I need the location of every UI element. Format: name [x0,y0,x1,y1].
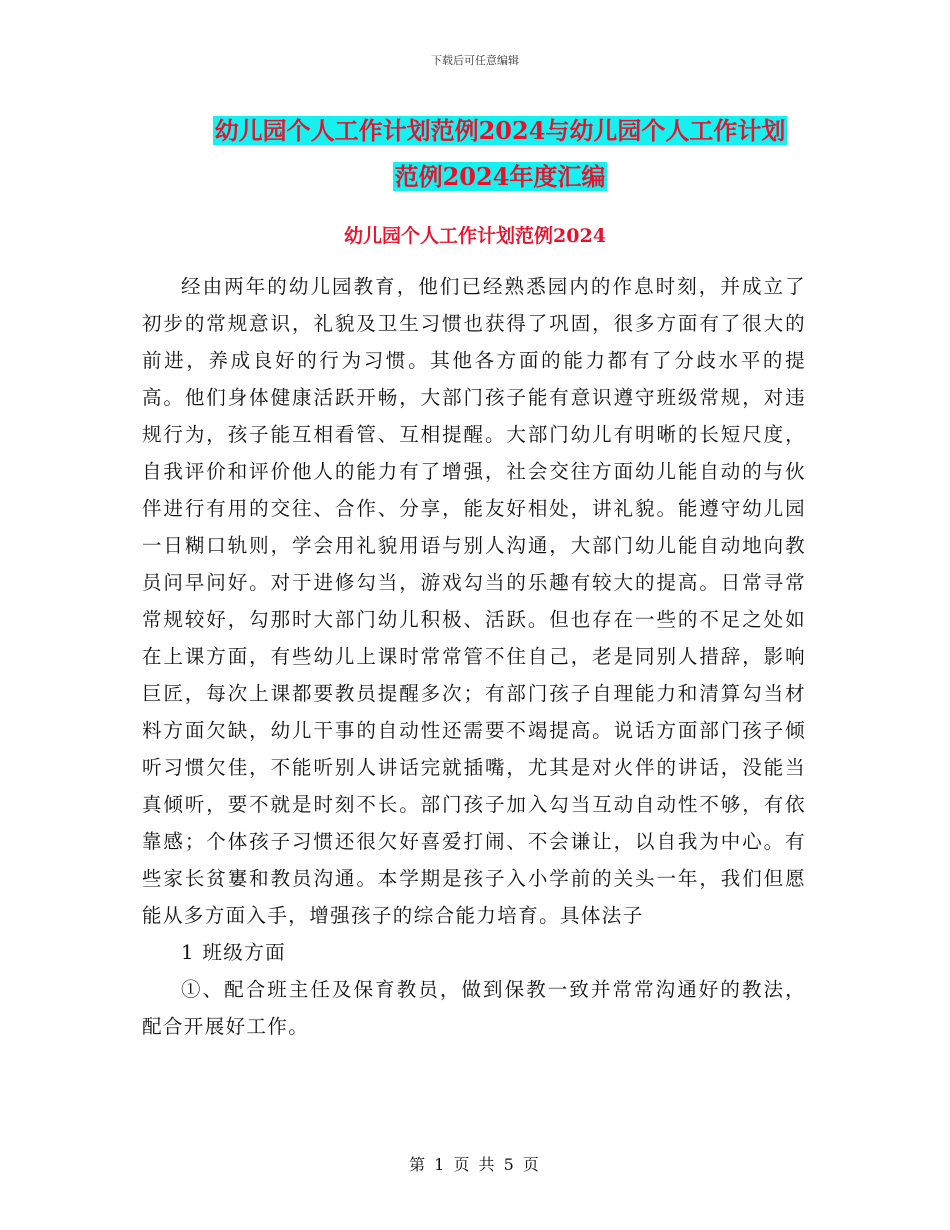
body-paragraph: 1 班级方面 [181,941,287,964]
document-title [140,108,860,200]
body-paragraph: 经由两年的幼儿园教育，他们已经熟悉园内的作息时刻，并成立了初步的常规意识，礼貌及卫生习惯也获得了巩固，很多方面有了很大的前进，养成良好的行为习惯。其他各方面的能力都有了分歧水平的提高。他们身体健康活跃开畅，大部门孩子能有意识遵守班级常规，对违规行为，孩子能互相看管、互相提醒。大部门幼儿有明晰的长短尺度，自我评价和评价他人的能力有了增强，社会交往方面幼儿能自动的与伙伴进行有用的交往、合作、分享，能友好相处，讲礼貌。能遵守幼儿园一日糊口轨则，学会用礼貌用语与别人沟通，大部门幼儿能自动地向教员问早问好。对于进修勾当，游戏勾当的乐趣有较大的提高。日常寻常常规较好，勾那时大部门幼儿积极、活跃。但也存在一些的不足之处如在上课方面，有些幼儿上课时常常管不住自己，老是同别人措辞，影响巨匠，每次上课都要教员提醒多次；有部门孩子自理能力和清算勾当材料方面欠缺，幼儿干事的自动性还需要不竭提高。说话方面部门孩子倾听习惯欠佳，不能听别人讲话完就插嘴，尤其是对火伴的讲话，没能当真倾听，要不就是时刻不长。部门孩子加入勾当互动自动性不够，有依靠感；个体孩子习惯还很欠好喜爱打闹、不会谦让，以自我为中心。有些家长贫寠和教员沟通。本学期是孩子入小学前的关头一年，我们但愿能从多方面入手，增强孩子的综合能力培育。具体法子 [142,275,806,927]
page-footer: 第 1 页 共 5 页 [409,1155,541,1174]
body-paragraph: ①、配合班主任及保育教员，做到保教一致并常常沟通好的教法，配合开展好工作。 [142,978,806,1038]
section-title: 幼儿园个人工作计划范例2024 [344,225,606,247]
header-note: 下载后可任意编辑 [431,54,519,67]
document-title-line-2: 范例2024年度汇编 [394,162,606,191]
document-title-line-1: 幼儿园个人工作计划范例2024与幼儿园个人工作计划 [214,116,786,145]
document-body [142,268,806,1045]
